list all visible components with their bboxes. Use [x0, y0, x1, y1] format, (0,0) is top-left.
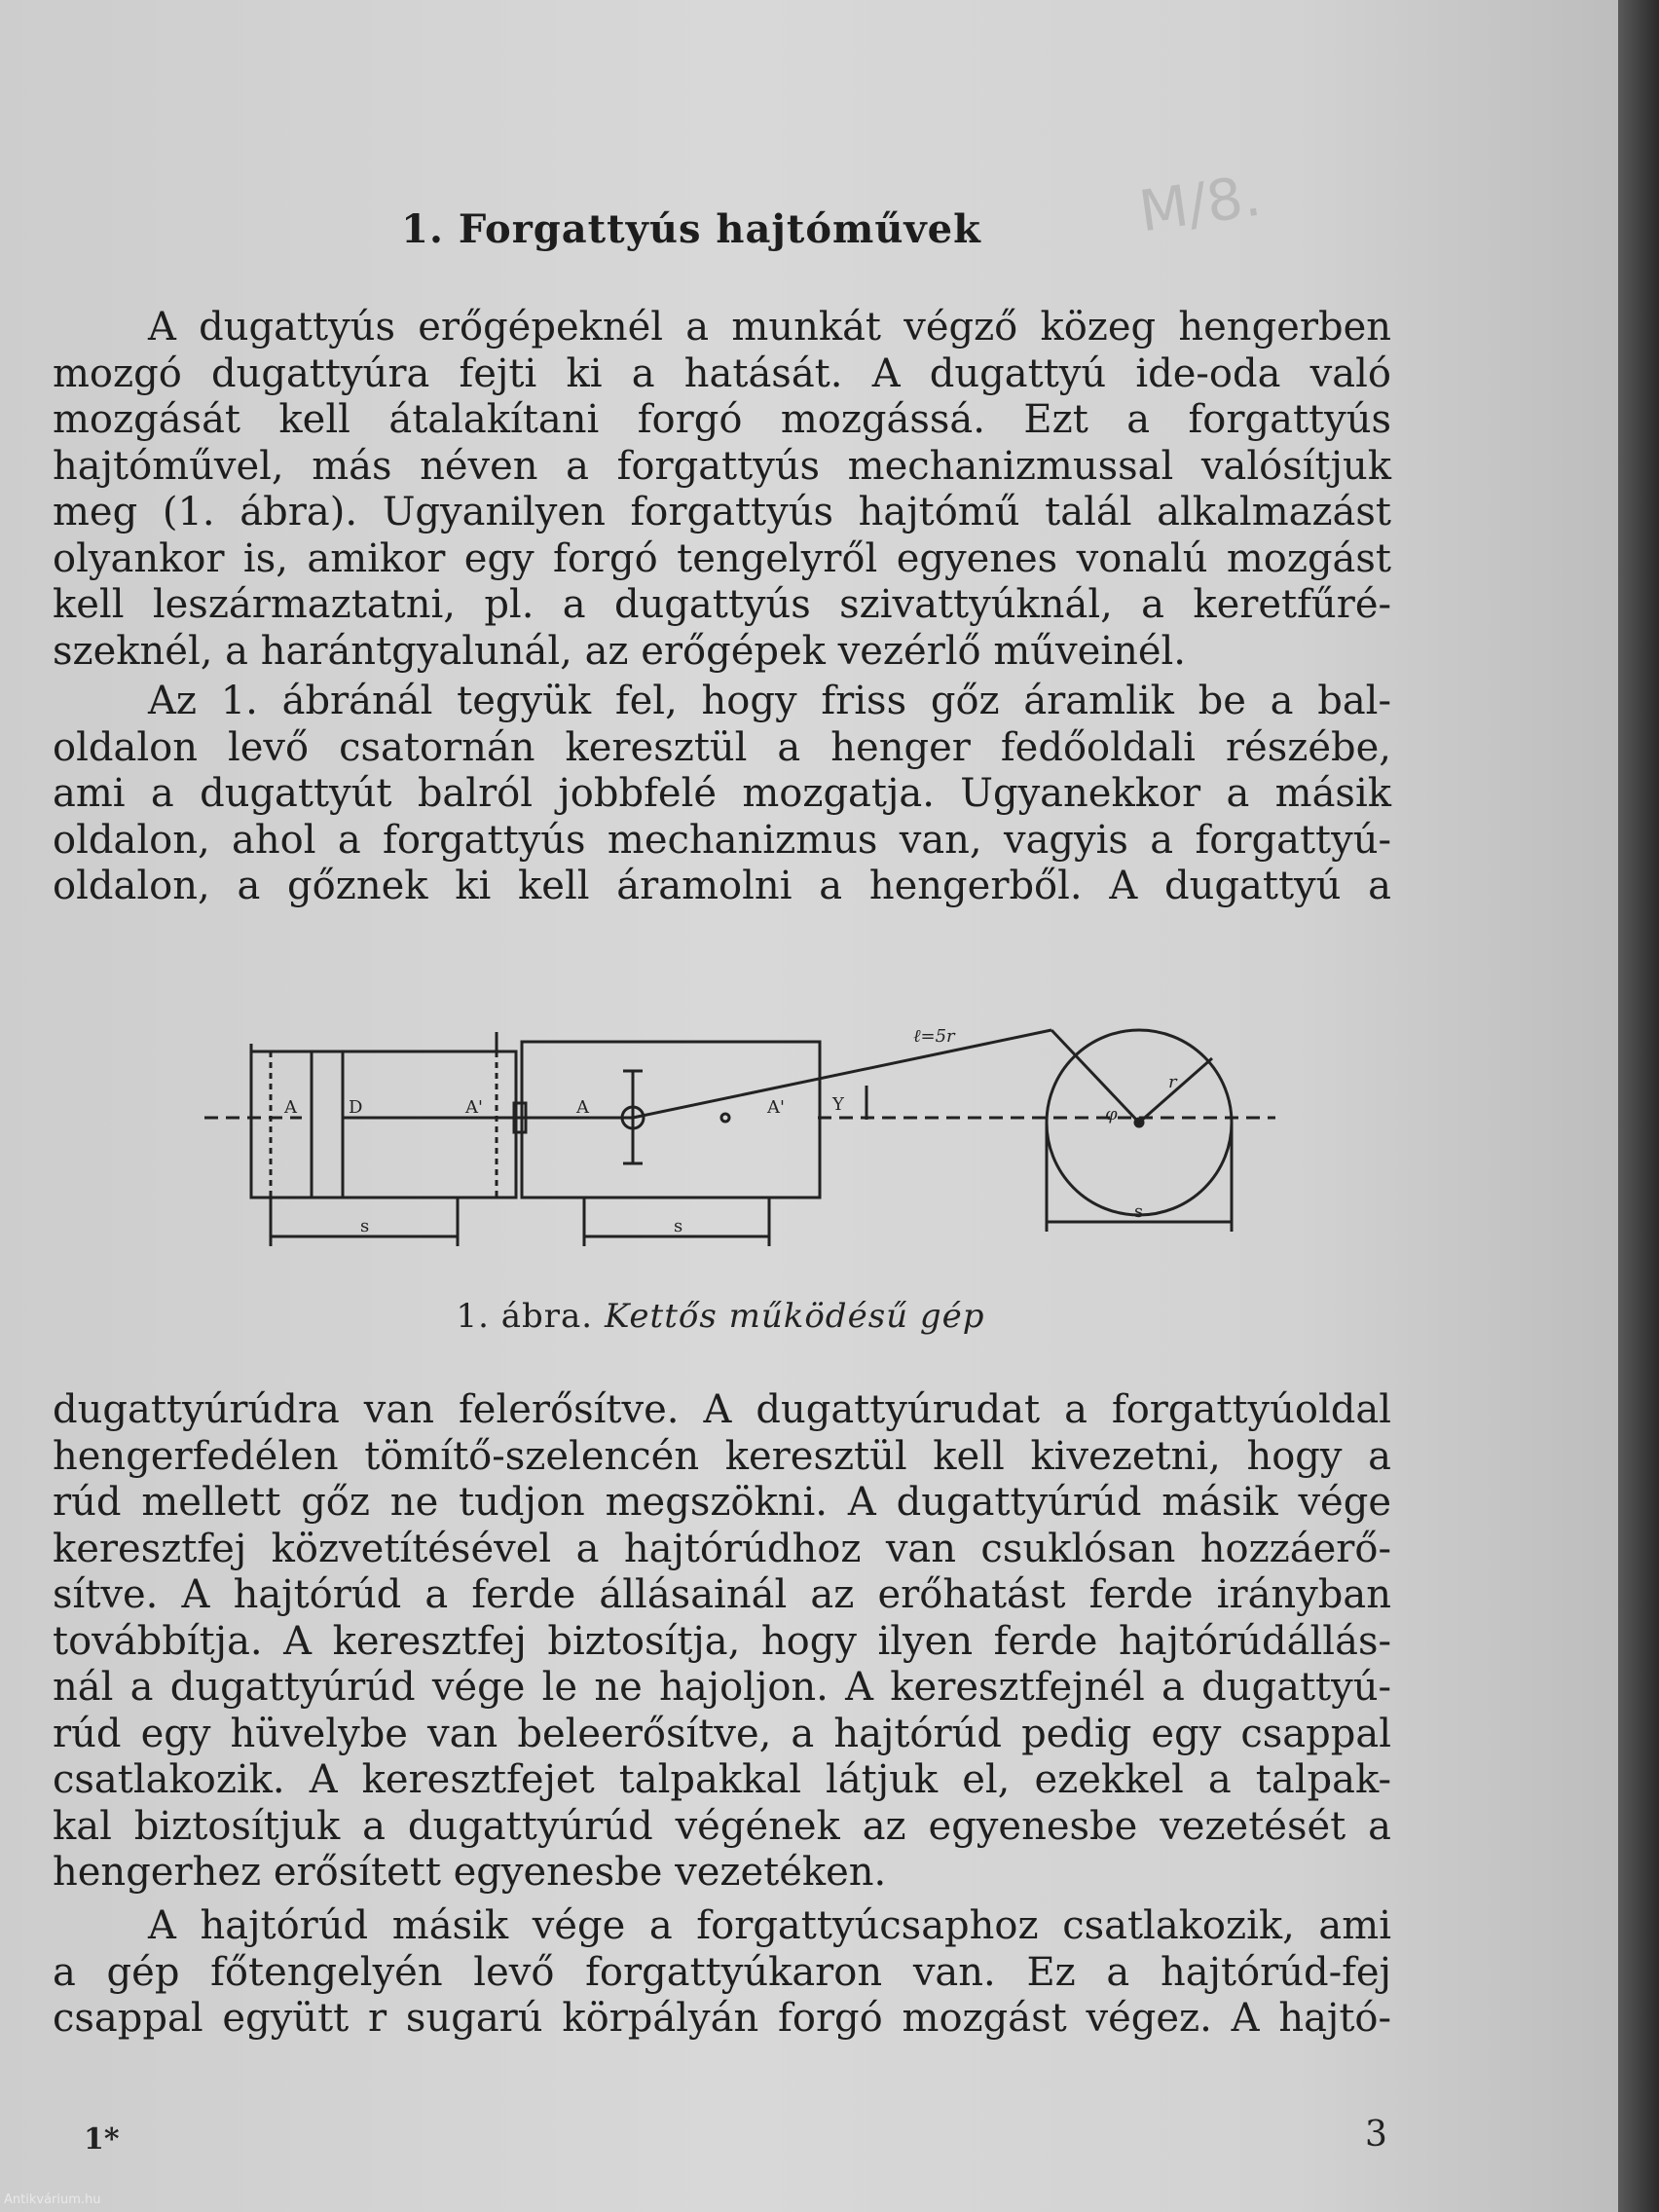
printer-signature: 1* [84, 2122, 120, 2157]
watermark: Antikvárium.hu [4, 2193, 101, 2207]
text-line: meg (1. ábra). Ugyanilyen forgattyús hajtómű talál alkalmazást [53, 490, 1391, 535]
text-line: hengerhez erősített egyenesbe vezetéken. [53, 1850, 887, 1895]
text-line: rúd mellett gőz ne tudjon megszökni. A dugattyúrúd másik vége [53, 1480, 1391, 1525]
text-line: kell leszármaztatni, pl. a dugattyús szivattyúknál, a keretfűré- [53, 582, 1391, 627]
text-line: Az 1. ábránál tegyük fel, hogy friss gőz áramlik be a bal- [148, 679, 1391, 723]
text-line: oldalon, a gőznek ki kell áramolni a hengerből. A dugattyú a [53, 864, 1391, 908]
label-phi: φ [1105, 1104, 1118, 1124]
label-k: A [576, 1097, 589, 1118]
label-a: A [284, 1097, 297, 1118]
text-line: A hajtórúd másik vége a forgattyúcsaphoz csatlakozik, ami [148, 1903, 1391, 1948]
text-line: dugattyúrúdra van felerősítve. A dugattyúrudat a forgattyúoldal [53, 1387, 1391, 1432]
chapter-title: 1. Forgattyús hajtóművek [401, 206, 981, 252]
cylinder [251, 1051, 516, 1198]
text-line: csappal együtt r sugarú körpályán forgó mozgást végez. A hajtó- [53, 1996, 1391, 2041]
text-line: olyankor is, amikor egy forgó tengelyről egyenes vonalú mozgást [53, 535, 1391, 581]
text-line: ami a dugattyút balról jobbfelé mozgatja. Ugyanekkor a másik [53, 771, 1391, 816]
label-rod: ℓ=5r [913, 1026, 955, 1047]
text-line: nál a dugattyúrúd vége le ne hajoljon. A keresztfejnél a dugattyú- [53, 1665, 1391, 1710]
paragraph-3 [53, 1387, 1391, 1897]
label-s2: s [674, 1216, 683, 1236]
page-number: 3 [1365, 2115, 1387, 2155]
label-d: D [349, 1097, 363, 1118]
paragraph-2 [53, 679, 1391, 910]
text-line: a gép főtengelyén levő forgattyúkaron van. Ez a hajtórúd-fej [53, 1949, 1391, 1995]
text-line: hajtóművel, más néven a forgattyús mechanizmussal valósítjuk [53, 443, 1391, 489]
text-line: oldalon levő csatornán keresztül a henger fedőoldali részébe, [53, 724, 1391, 770]
text-line: szeknél, a harántgyalunál, az erőgépek vezérlő műveinél. [53, 628, 1187, 674]
text-line: rúd egy hüvelybe van beleerősítve, a hajtórúd pedig egy csappal [53, 1711, 1391, 1756]
paragraph-1 [53, 305, 1391, 675]
paragraph-4 [53, 1903, 1391, 2043]
crank-arm [1051, 1030, 1139, 1123]
piston [312, 1051, 343, 1198]
crank-mechanism-figure [195, 998, 1285, 1251]
label-a-prime: A' [465, 1097, 483, 1118]
text-line: keresztfej közvetítésével a hajtórúdhoz van csuklósan hozzáerő- [53, 1526, 1391, 1571]
text-line: továbbítja. A keresztfej biztosítja, hogy ilyen ferde hajtórúdállás- [53, 1618, 1391, 1664]
text-line: csatlakozik. A keresztfejet talpakkal látjuk el, ezekkel a talpak- [53, 1757, 1391, 1802]
label-s3: s [1134, 1201, 1144, 1222]
crosshead-guide [522, 1042, 820, 1198]
label-r: r [1168, 1072, 1177, 1092]
label-a-prime-2: A' [767, 1097, 785, 1118]
text-line: oldalon, ahol a forgattyús mechanizmus van, vagyis a forgattyú- [53, 817, 1391, 863]
text-line: sítve. A hajtórúd a ferde állásainál az erőhatást ferde irányban [53, 1572, 1391, 1617]
text-line: mozgását kell átalakítani forgó mozgássá. Ezt a forgattyús [53, 397, 1391, 442]
pencil-annotation: M/8. [1134, 162, 1266, 245]
label-s1: s [360, 1216, 370, 1236]
text-line: mozgó dugattyúra fejti ki a hatását. A dugattyú ide-oda való [53, 350, 1391, 396]
label-y: Y [832, 1094, 844, 1115]
text-line: kal biztosítjuk a dugattyúrúd végének az egyenesbe vezetését a [53, 1803, 1391, 1849]
caption-title: Kettős működésű gép [604, 1297, 985, 1336]
figure-caption [0, 1297, 1441, 1336]
text-line: A dugattyús erőgépeknél a munkát végző közeg hengerben [148, 305, 1391, 350]
page-edge-shadow [1618, 0, 1659, 2212]
text-line: hengerfedélen tömítő-szelencén keresztül kell kivezetni, hogy a [53, 1433, 1391, 1479]
caption-number: 1. ábra. [456, 1297, 594, 1336]
